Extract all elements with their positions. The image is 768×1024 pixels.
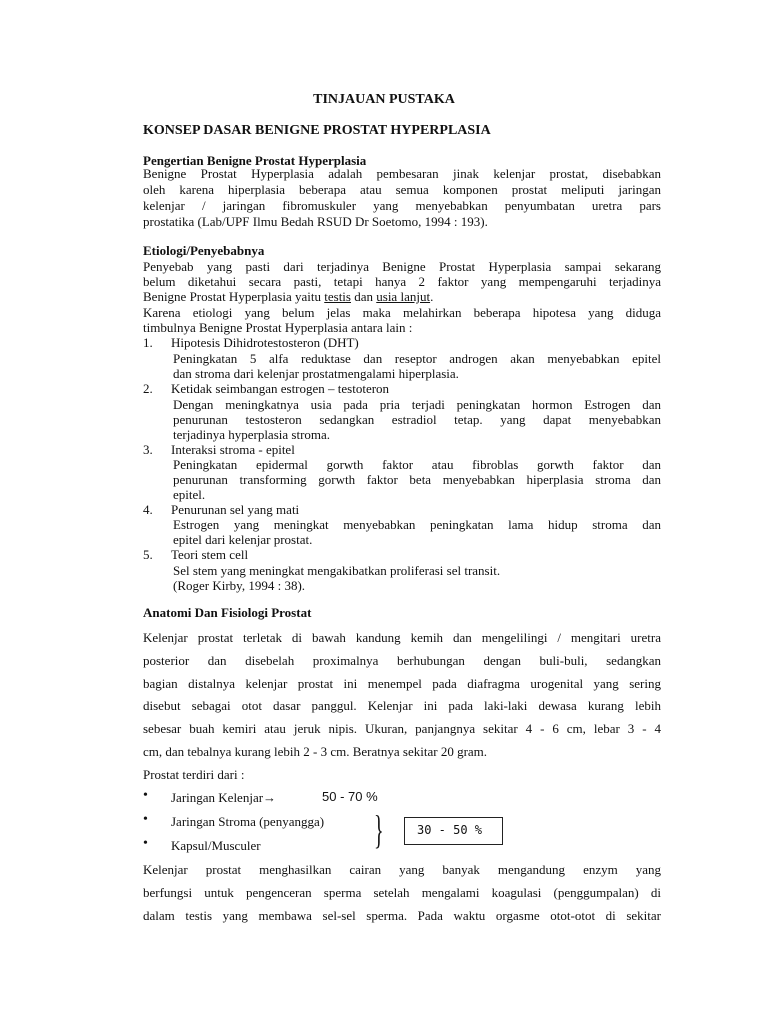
bullet-icon: • <box>143 836 148 851</box>
kelenjar-percentage: 50 - 70 % <box>322 789 378 804</box>
fungsi-line: berfungsi untuk pengenceran sperma setelah mengalami koagulasi (penggumpalan) di <box>143 885 661 900</box>
anatomi-line: bagian distalnya kelenjar prostat ini menempel pada diafragma urogenital yang sering <box>143 676 661 691</box>
list-item-title: Interaksi stroma - epitel <box>171 442 295 457</box>
list-item-desc: penurunan testosteron sedangkan estradiol tetap. yang dapat menyebabkan <box>173 412 661 427</box>
bullet-icon: • <box>143 812 148 827</box>
list-number: 2. <box>143 381 153 396</box>
list-item-desc: dan stroma dari kelenjar prostatmengalami hiperplasia. <box>173 366 459 381</box>
list-item-desc: Estrogen yang meningkat menyebabkan peningkatan lama hidup stroma dan <box>173 517 661 532</box>
list-item-desc: Dengan meningkatnya usia pada pria terjadi peningkatan hormon Estrogen dan <box>173 397 661 412</box>
list-item-desc: epitel dari kelenjar prostat. <box>173 532 313 547</box>
list-number: 3. <box>143 442 153 457</box>
anatomi-line: Kelenjar prostat terletak di bawah kandung kemih dan mengelilingi / mengitari uretra <box>143 630 661 645</box>
bullet-icon: • <box>143 788 148 803</box>
etiologi-dan: dan <box>350 289 377 304</box>
arrow-icon: → <box>263 790 277 805</box>
bullet-label: Kapsul/Musculer <box>171 838 261 853</box>
pengertian-line: kelenjar / jaringan fibromuskuler yang menyebabkan penyumbatan uretra pars <box>143 198 661 213</box>
citation: (Roger Kirby, 1994 : 38). <box>173 578 306 593</box>
etiologi-intro-line: timbulnya Benigne Prostat Hyperplasia antara lain : <box>143 320 413 335</box>
etiologi-intro-line: Karena etiologi yang belum jelas maka melahirkan beberapa hipotesa yang diduga <box>143 305 661 320</box>
factor-testis: testis <box>324 289 351 304</box>
factor-usia-lanjut: usia lanjut <box>376 289 431 304</box>
section-title: KONSEP DASAR BENIGNE PROSTAT HYPERPLASIA <box>143 123 491 138</box>
list-item-desc: penurunan transforming gorwth faktor beta menyebabkan hiperplasia stroma dan <box>173 472 661 487</box>
list-item-title: Penurunan sel yang mati <box>171 502 300 517</box>
pengertian-line: oleh karena hiperplasia beberapa atau semua komponen prostat meliputi jaringan <box>143 182 661 197</box>
bullet-label: Jaringan Stroma (penyangga) <box>171 814 325 829</box>
list-item-title: Ketidak seimbangan estrogen – testoteron <box>171 381 390 396</box>
etiologi-line-factors <box>143 289 433 305</box>
list-number: 1. <box>143 335 153 350</box>
list-item-desc: Sel stem yang meningkat mengakibatkan proliferasi sel transit. <box>173 563 501 578</box>
pengertian-line: Benigne Prostat Hyperplasia adalah pembesaran jinak kelenjar prostat, disebabkan <box>143 166 661 181</box>
etiologi-period: . <box>430 289 434 304</box>
fungsi-line: dalam testis yang membawa sel-sel sperma. Pada waktu orgasme otot-otot di sekitar <box>143 908 661 923</box>
list-item-desc: Peningkatan 5 alfa reduktase dan reseptor androgen akan menyebabkan epitel <box>173 351 661 366</box>
etiologi-heading: Etiologi/Penyebabnya <box>143 243 265 258</box>
prostat-terdiri: Prostat terdiri dari : <box>143 767 245 782</box>
anatomi-line: cm, dan tebalnya kurang lebih 2 - 3 cm. Beratnya sekitar 20 gram. <box>143 744 488 759</box>
bullet-item <box>171 789 276 806</box>
anatomi-heading: Anatomi Dan Fisiologi Prostat <box>143 605 312 620</box>
percentage-box <box>404 817 503 845</box>
page-title: TINJAUAN PUSTAKA <box>313 92 455 107</box>
etiologi-line: belum diketahui secara pasti, tetapi hanya 2 faktor yang mempengaruhi terjadinya <box>143 274 661 289</box>
brace-icon: } <box>374 807 384 852</box>
bullet-label: Jaringan Kelenjar <box>171 790 264 805</box>
stroma-percentage: 30 - 50 % <box>417 823 483 837</box>
etiologi-line-prefix: Benigne Prostat Hyperplasia yaitu <box>143 289 325 304</box>
anatomi-line: posterior dan disebelah proximalnya berhubungan dengan buli-buli, sedangkan <box>143 653 661 668</box>
anatomi-line: sebesar buah kemiri atau jeruk nipis. Ukuran, panjangnya sekitar 4 - 6 cm, lebar 3 - 4 <box>143 721 661 736</box>
list-item-title: Teori stem cell <box>171 547 249 562</box>
anatomi-line: disebut sebagai otot dasar panggul. Kelenjar ini pada laki-laki dewasa kurang lebih <box>143 698 661 713</box>
list-number: 5. <box>143 547 153 562</box>
list-item-desc: terjadinya hyperplasia stroma. <box>173 427 331 442</box>
pengertian-line: prostatika (Lab/UPF Ilmu Bedah RSUD Dr Soetomo, 1994 : 193). <box>143 214 488 229</box>
list-item-desc: Peningkatan epidermal gorwth faktor atau fibroblas gorwth faktor dan <box>173 457 661 472</box>
fungsi-line: Kelenjar prostat menghasilkan cairan yang banyak mengandung enzym yang <box>143 862 661 877</box>
list-item-desc: epitel. <box>173 487 206 502</box>
list-number: 4. <box>143 502 153 517</box>
list-item-title: Hipotesis Dihidrotestosteron (DHT) <box>171 335 359 350</box>
pengertian-heading: Pengertian Benigne Prostat Hyperplasia <box>143 153 367 168</box>
etiologi-line: Penyebab yang pasti dari terjadinya Benigne Prostat Hyperplasia sampai sekarang <box>143 259 661 274</box>
